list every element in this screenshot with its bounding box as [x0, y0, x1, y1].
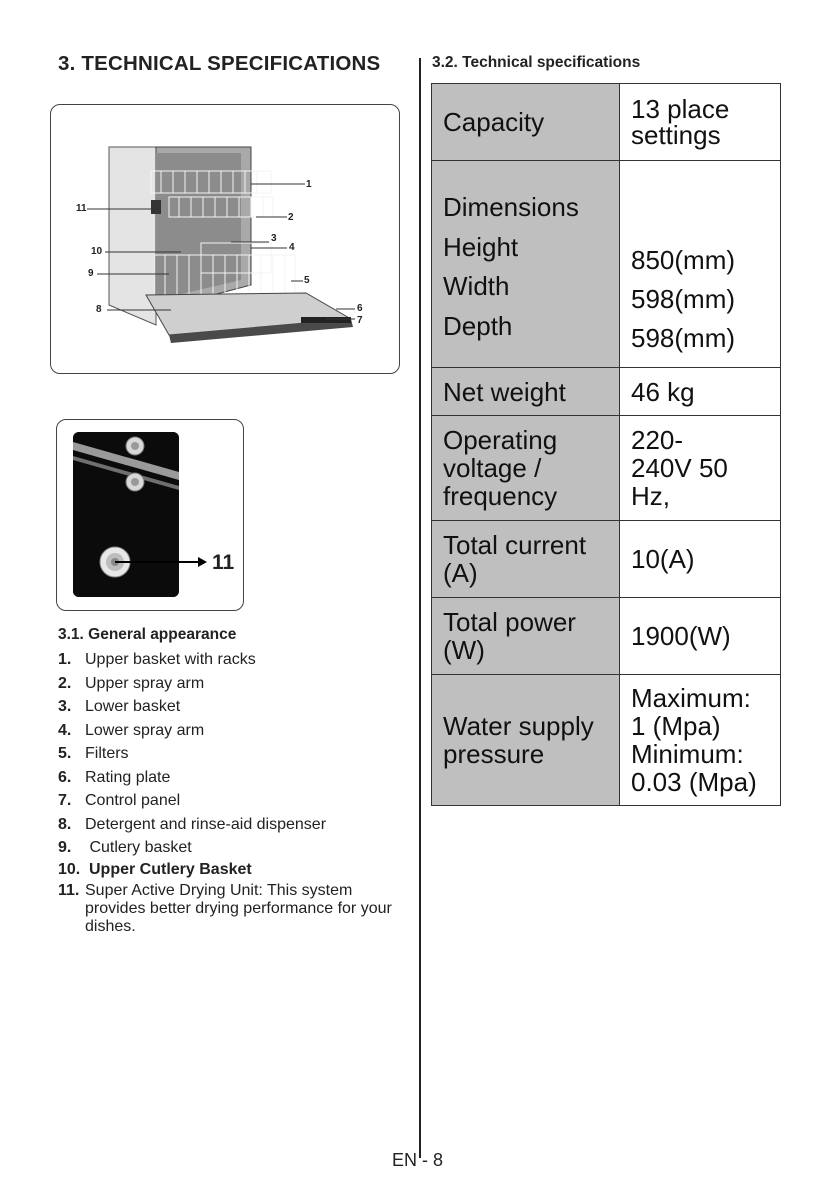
dimensions-value: 850(mm) 598(mm) 598(mm) — [620, 161, 781, 368]
callout-6: 6 — [357, 303, 363, 314]
callout-7: 7 — [357, 315, 363, 326]
power-value: 1900(W) — [620, 598, 781, 675]
list-item: 10. Upper Cutlery Basket — [58, 860, 252, 878]
callout-11: 11 — [76, 203, 87, 214]
power-label: Total power (W) — [432, 598, 620, 675]
spec-table — [431, 83, 781, 806]
dishwasher-illustration — [51, 105, 399, 373]
callout-10: 10 — [91, 246, 103, 257]
callout-2: 2 — [288, 212, 294, 223]
list-item: 9. Cutlery basket — [58, 839, 192, 856]
dimensions-label: Dimensions Height Width Depth — [432, 161, 620, 368]
callout-5: 5 — [304, 275, 310, 286]
callout-1: 1 — [306, 179, 312, 190]
water-pressure-label: Water supply pressure — [432, 675, 620, 806]
table-row — [432, 368, 781, 416]
list-item: 6. Rating plate — [58, 768, 171, 786]
table-row — [432, 416, 781, 521]
water-pressure-value: Maximum: 1 (Mpa) Minimum: 0.03 (Mpa) — [620, 675, 781, 806]
list-item: 7. Control panel — [58, 792, 181, 809]
callout-3: 3 — [271, 233, 277, 244]
drying-unit-figure — [56, 419, 244, 611]
list-item: 5. Filters — [58, 745, 129, 762]
capacity-label: Capacity — [432, 84, 620, 161]
detail-arrow — [57, 420, 243, 610]
page-heading: 3. TECHNICAL SPECIFICATIONS — [58, 52, 381, 75]
table-row — [432, 521, 781, 598]
list-item: 4. Lower spray arm — [58, 721, 205, 739]
spec-heading: 3.2. Technical specifications — [432, 54, 641, 71]
dishwasher-figure — [50, 104, 400, 374]
table-row — [432, 598, 781, 675]
page-number: EN - 8 — [392, 1150, 444, 1170]
current-label: Total current (A) — [432, 521, 620, 598]
column-divider — [419, 58, 421, 1158]
parts-list — [58, 648, 408, 936]
list-item: 3. Lower basket — [58, 698, 181, 715]
list-item: 2. Upper spray arm — [58, 674, 205, 692]
table-row — [432, 161, 781, 368]
voltage-label: Operating voltage / frequency — [432, 416, 620, 521]
net-weight-label: Net weight — [432, 368, 620, 416]
list-item: 8. Detergent and rinse-aid dispenser — [58, 815, 327, 833]
detail-callout-11: 11 — [212, 551, 235, 574]
callout-8: 8 — [96, 304, 102, 315]
table-row — [432, 675, 781, 806]
list-item: 11. Super Active Drying Unit: This system provides better drying performance for your dishes. — [58, 881, 392, 935]
general-appearance-heading: 3.1. General appearance — [58, 626, 237, 643]
table-row — [432, 84, 781, 161]
capacity-value: 13 place settings — [620, 84, 781, 161]
net-weight-value: 46 kg — [620, 368, 781, 416]
voltage-value: 220-240V 50 Hz, — [620, 416, 781, 521]
list-item: 1. Upper basket with racks — [58, 651, 256, 668]
callout-9: 9 — [88, 268, 94, 279]
callout-4: 4 — [289, 242, 295, 253]
current-value: 10(A) — [620, 521, 781, 598]
